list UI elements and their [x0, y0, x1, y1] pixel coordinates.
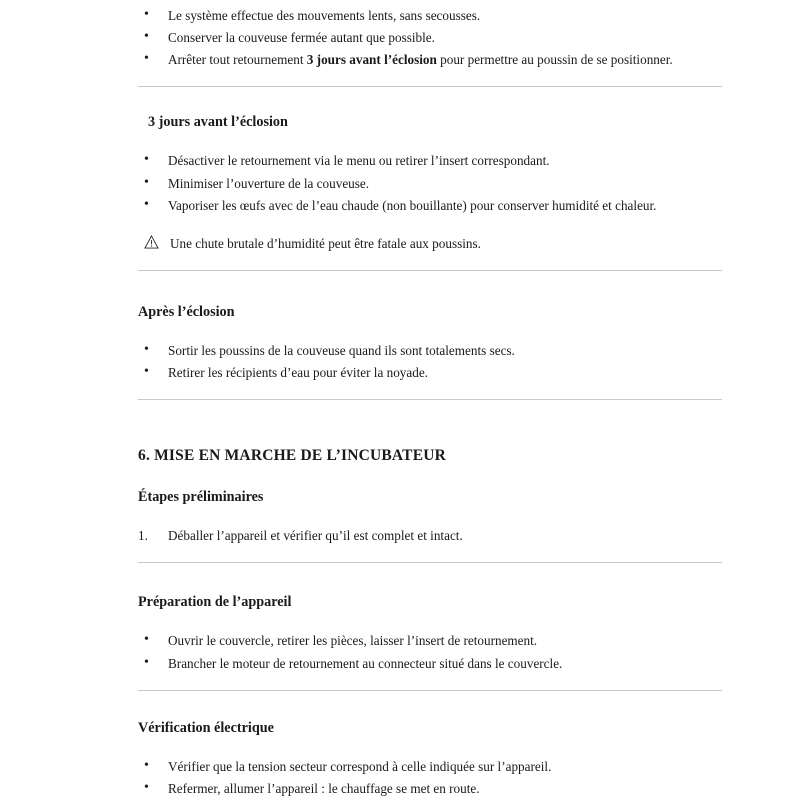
list-item — [120, 654, 740, 673]
list-item — [120, 631, 740, 650]
spacer — [120, 131, 740, 151]
top-bullet-list — [120, 6, 740, 69]
electrical-check-bullet-list — [120, 757, 740, 798]
list-item-text: Vaporiser les œufs avec de l’eau chaude (non bouillante) pour conserver humidité et chaleur. — [168, 197, 657, 213]
list-item-text: Refermer, allumer l’appareil : le chauffage se met en route. — [168, 780, 480, 796]
section-title-after-hatching: Après l’éclosion — [138, 303, 235, 320]
list-item-text: Retirer les récipients d’eau pour éviter la noyade. — [168, 365, 428, 381]
list-item — [120, 526, 740, 545]
spacer — [120, 288, 740, 304]
spacer — [120, 506, 740, 526]
spacer — [120, 104, 740, 114]
section-title-preliminary-steps: Étapes préliminaires — [138, 489, 264, 506]
warning-note-text: Une chute brutale d’humidité peut être fatale aux poussins. — [170, 235, 481, 251]
list-item — [120, 6, 740, 25]
list-item-text: Ouvrir le couvercle, retirer les pièces, laisser l’insert de retournement. — [168, 633, 538, 649]
list-item-text: Sortir les poussins de la couveuse quand ils sont totalements secs. — [168, 342, 515, 358]
section-divider — [138, 270, 722, 271]
spacer — [120, 708, 740, 720]
spacer — [120, 737, 740, 757]
list-item-text: Brancher le moteur de retournement au connecteur situé dans le couvercle. — [168, 655, 563, 671]
section-divider — [138, 562, 722, 563]
list-item — [120, 757, 740, 776]
list-item-text: Arrêter tout retournement — [168, 52, 307, 68]
section-divider — [138, 86, 722, 87]
spacer — [120, 417, 740, 447]
warning-note — [144, 234, 722, 253]
list-item — [120, 151, 740, 170]
list-item — [120, 779, 740, 798]
section-divider — [138, 399, 722, 400]
list-item-emphasis: 3 jours avant l’éclosion — [306, 52, 437, 68]
list-item — [120, 363, 740, 382]
list-item — [120, 341, 740, 360]
section-title-preparation: Préparation de l’appareil — [138, 594, 292, 611]
list-item — [120, 28, 740, 47]
section-heading-six: 6. MISE EN MARCHE DE L’INCUBATEUR — [138, 447, 447, 465]
list-item-text: Minimiser l’ouverture de la couveuse. — [168, 175, 370, 191]
list-item — [120, 174, 740, 193]
preliminary-steps-list — [120, 526, 740, 545]
spacer — [120, 465, 740, 489]
list-item-text: Le système effectue des mouvements lents, sans secousses. — [168, 8, 481, 23]
preparation-bullet-list — [120, 631, 740, 672]
list-item-text: Déballer l’appareil et vérifier qu’il est complet et intact. — [168, 528, 463, 544]
list-item-text: Conserver la couveuse fermée autant que possible. — [168, 30, 435, 46]
list-item-text: Désactiver le retournement via le menu ou retirer l’insert correspondant. — [168, 153, 550, 169]
spacer — [120, 611, 740, 631]
list-item — [120, 196, 740, 215]
after-hatching-bullet-list — [120, 341, 740, 382]
list-item-text-tail: pour permettre au poussin de se positionner. — [436, 52, 673, 68]
spacer — [120, 321, 740, 341]
list-item — [120, 50, 740, 69]
list-item-text: Vérifier que la tension secteur correspond à celle indiquée sur l’appareil. — [168, 758, 552, 774]
section-title-three-days: 3 jours avant l’éclosion — [148, 114, 288, 131]
warning-triangle-icon — [144, 235, 159, 249]
spacer — [120, 218, 740, 234]
section-divider — [138, 690, 722, 691]
section-title-electrical-check: Vérification électrique — [138, 719, 274, 736]
three-days-bullet-list — [120, 151, 740, 214]
spacer — [120, 580, 740, 594]
